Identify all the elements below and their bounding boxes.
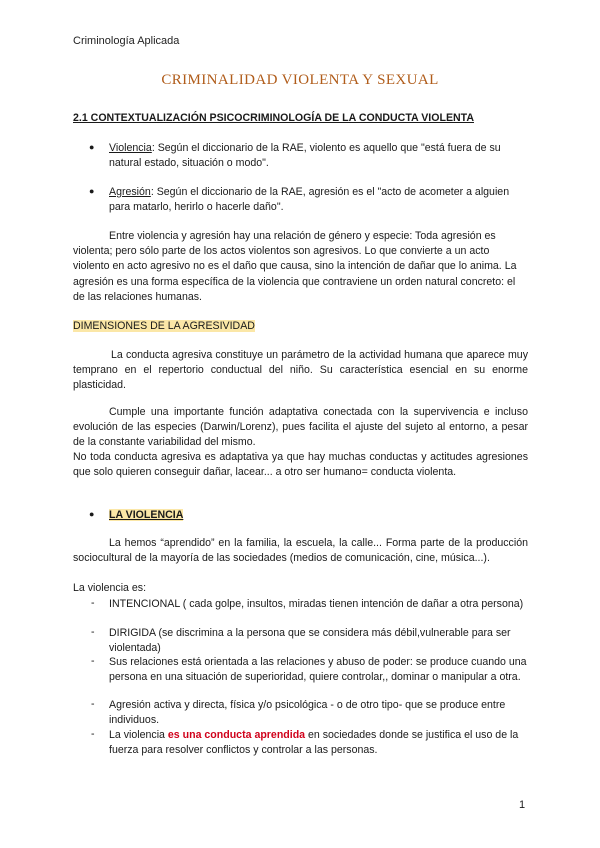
definition-text — [109, 141, 529, 171]
dash-icon: - — [91, 728, 95, 740]
dash-icon: - — [91, 626, 95, 638]
page-number: 1 — [519, 799, 526, 811]
dimensions-heading-text: DIMENSIONES DE LA AGRESIVIDAD — [73, 320, 255, 332]
list-item-text — [109, 728, 529, 758]
definition-term: Violencia — [109, 142, 152, 154]
definition-term: Agresión — [109, 186, 151, 198]
bullet-icon: ● — [89, 142, 95, 152]
dimensions-paragraph-1: La conducta agresiva constituye un parámetro de la actividad humana que aparece muy temprano en el repertorio conductual del niño. Su característica esencial en su enorme plasticidad. — [73, 349, 528, 392]
last-item-highlight: es una conducta aprendida — [167, 729, 306, 741]
dash-icon: - — [91, 698, 95, 710]
violence-is-label: La violencia es: — [73, 582, 147, 594]
document-title: CRIMINALIDAD VIOLENTA Y SEXUAL — [161, 72, 439, 88]
last-item-before: La violencia — [109, 729, 168, 741]
definition-body: : Según el diccionario de la RAE, agresión es el "acto de acometer a alguien para matarlo, herirlo o hacerle daño". — [109, 186, 510, 214]
bullet-icon: ● — [89, 186, 95, 196]
dimensions-paragraph-3: No toda conducta agresiva es adaptativa ya que hay muchas conductas y actitudes agresiones que solo quieren conseguir dañar, lacear... a otro ser humano= conducta violenta. — [73, 451, 528, 479]
dash-icon: - — [91, 597, 95, 609]
list-item-text: DIRIGIDA (se discrimina a la persona que se considera más débil,vulnerable para ser violentada) — [109, 627, 511, 655]
page-header: Criminología Aplicada — [73, 35, 180, 47]
violence-heading-text: LA VIOLENCIA — [109, 509, 184, 521]
last-item-after: en sociedades donde se justifica el uso de la fuerza para resolver conflictos y controlar a las personas. — [109, 729, 519, 757]
dash-icon: - — [91, 655, 95, 667]
intro-paragraph: Entre violencia y agresión hay una relación de género y especie: Toda agresión es violenta; pero sólo parte de los actos violentos son agresivos. Lo que convierte a un acto violento en acto agresivo no es el daño que causa, sino la intención de dañar que lo anima. La agresión es una forma específica de la violencia que contraviene un orden natural concreto: el de las relaciones humanas. — [73, 230, 517, 303]
definition-text — [109, 185, 529, 215]
dimensions-paragraph-2: Cumple una importante función adaptativa conectada con la supervivencia e incluso evolución de las especies (Darwin/Lorenz), pues facilita el ajuste del sujeto al entorno, a pesar de la constante variabilidad del mismo. — [73, 406, 528, 449]
list-item-text: Agresión activa y directa, física y/o psicológica - o de otro tipo- que se produce entre individuos. — [109, 699, 506, 727]
violence-paragraph: La hemos “aprendido” en la familia, la escuela, la calle... Forma parte de la producción sociocultural de la mayoría de las sociedades (medios de comunicación, cine, música...). — [73, 537, 528, 565]
definition-body: : Según el diccionario de la RAE, violento es aquello que "está fuera de su natural estado, situación o modo". — [109, 142, 501, 170]
section-heading: 2.1 CONTEXTUALIZACIÓN PSICOCRIMINOLOGÍA DE LA CONDUCTA VIOLENTA — [73, 112, 474, 124]
bullet-icon: ● — [89, 509, 95, 519]
dimensions-heading — [73, 319, 255, 334]
list-item-text: INTENCIONAL ( cada golpe, insultos, miradas tienen intención de dañar a otra persona) — [109, 598, 524, 610]
list-item-text: Sus relaciones está orientada a las relaciones y abuso de poder: se produce cuando una persona en una situación de superioridad, quiere controlar,, dominar o manipular a otra. — [109, 656, 527, 684]
